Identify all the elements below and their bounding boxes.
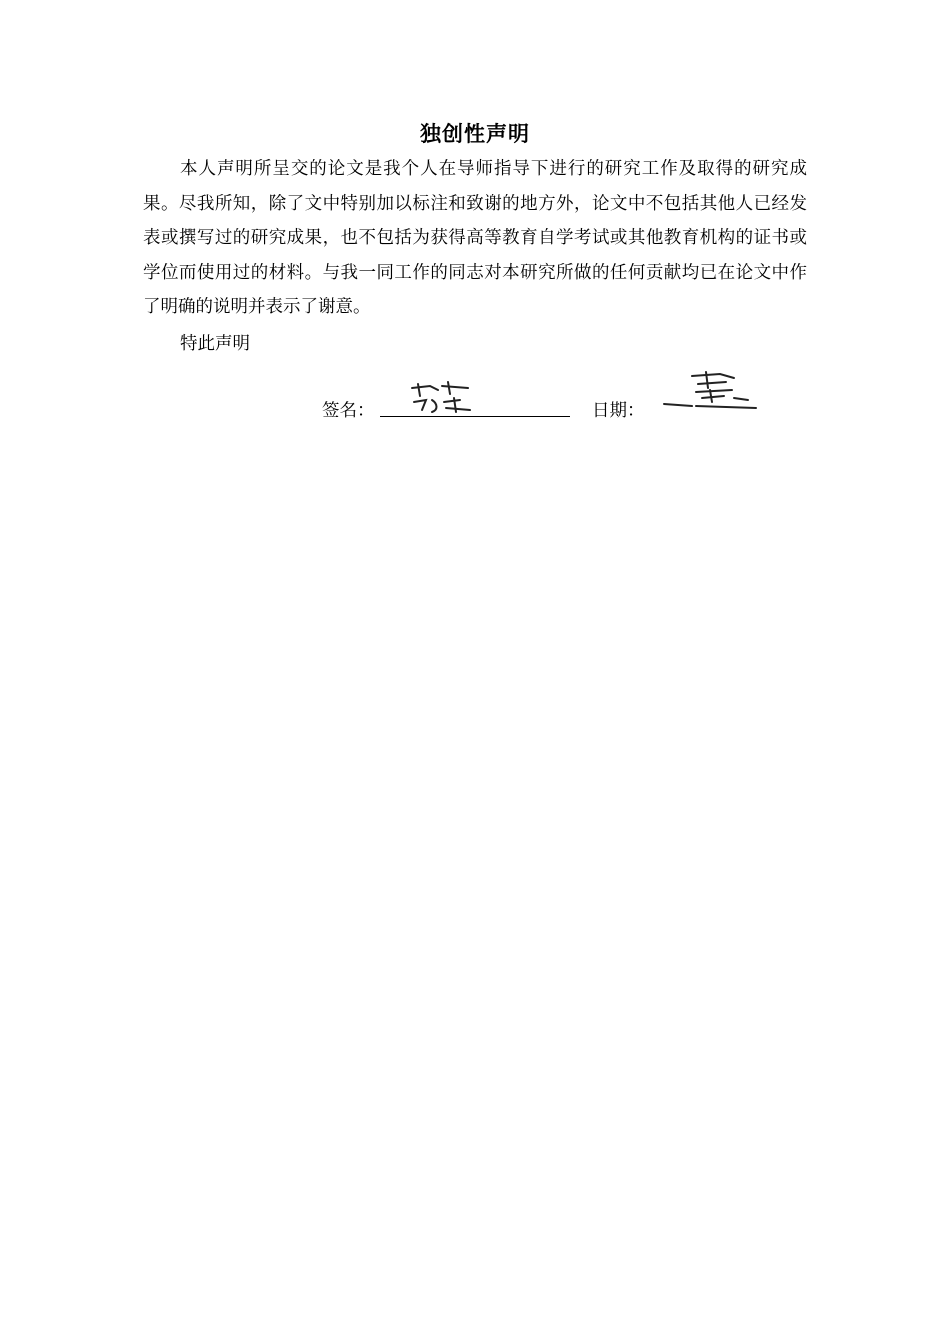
handwritten-signature [408,380,478,416]
date-label: 日期： [592,401,645,421]
document-title: 独创性声明 [420,122,530,146]
declaration-paragraph: 本人声明所呈交的论文是我个人在导师指导下进行的研究工作及取得的研究成果。尽我所知，除了文中特别加以标注和致谢的地方外，论文中不包括其他人已经发表或撰写过的研究成果，也不包括为获得高等教育自学考试或其他教育机构的证书或学位而使用过的材料。与我一同工作的同志对本研究所做的任何贡献均已在论文中作了明确的说明并表示了谢意。 [143,159,807,317]
closing-statement: 特此声明 [180,334,250,354]
signature-row [322,394,802,428]
signature-label: 签名： [322,401,375,421]
handwritten-date [662,370,762,412]
signature-line [380,416,570,417]
